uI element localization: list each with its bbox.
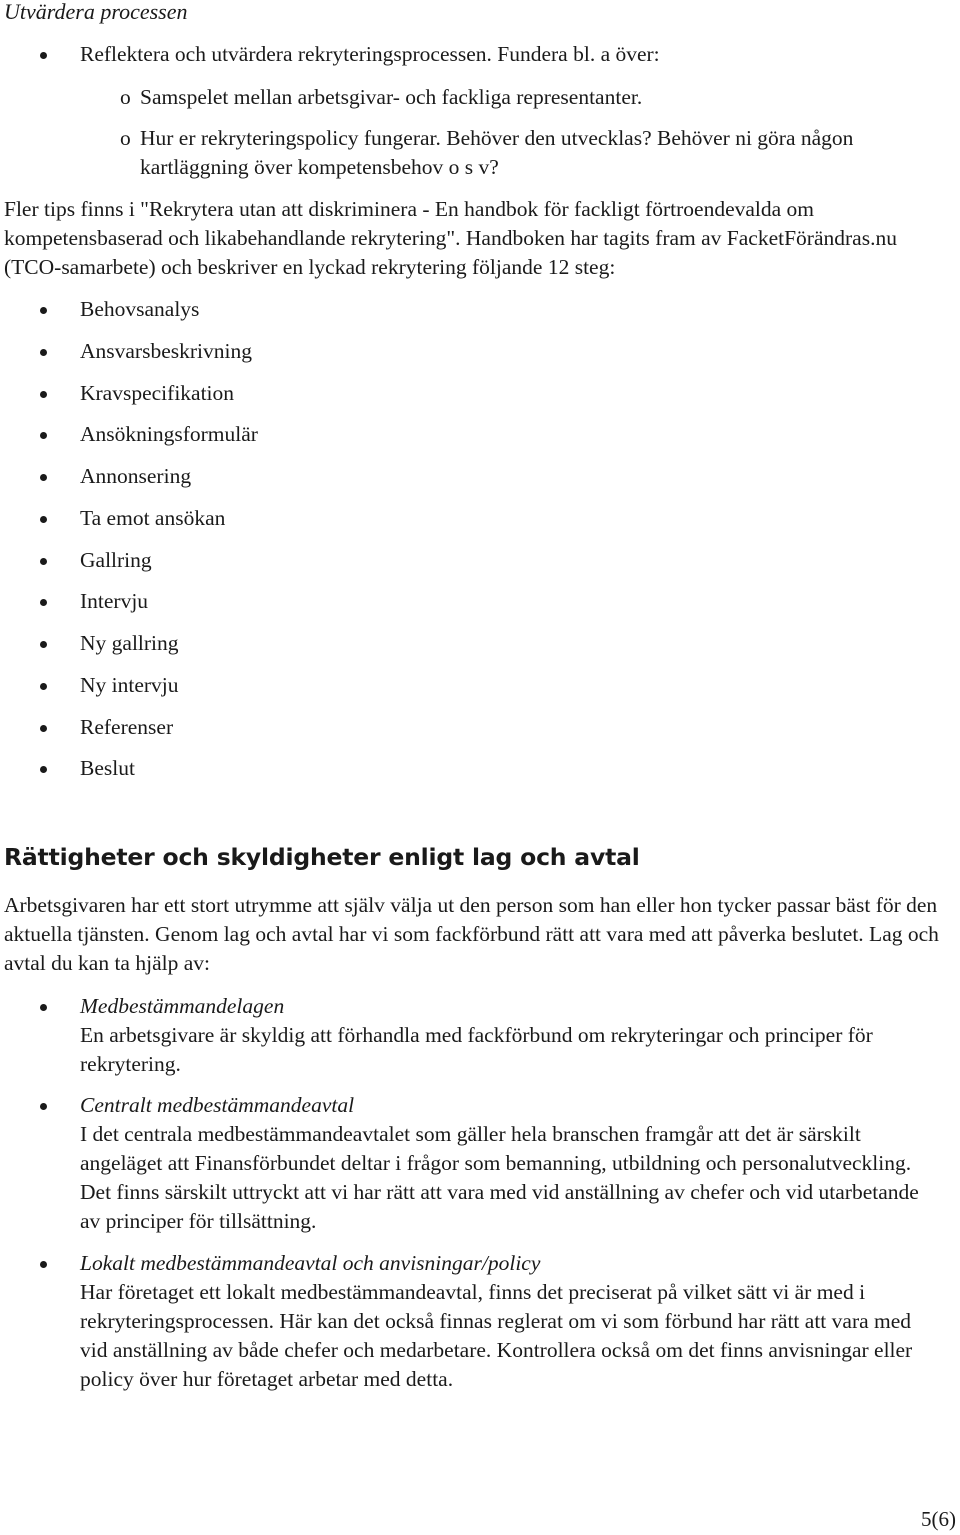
tips-paragraph: Fler tips finns i "Rekrytera utan att diskriminera - En handbok för fackligt förtroendevalda om kompetensbaserad och likabehandlande rekrytering". Handboken har tagits fram av FacketFörändras.nu (TCO-samarbete) och beskriver en lyckad rekrytering följande 12 steg:	[4, 197, 897, 279]
list-item-text: Ansökningsformulär	[80, 422, 258, 446]
list-item-text: Gallring	[80, 548, 152, 572]
list-item-text: Beslut	[80, 756, 135, 780]
sub-list-item-text: Samspelet mellan arbetsgivar- och fackliga representanter.	[140, 85, 643, 109]
bullet-icon	[40, 391, 47, 398]
bullet-icon	[40, 1261, 47, 1268]
list-item-text: Kravspecifikation	[80, 381, 235, 405]
list-item-text: Ny intervju	[80, 673, 179, 697]
rights-item-title: Centralt medbestämmandeavtal	[80, 1093, 355, 1117]
bullet-icon	[40, 766, 47, 773]
rights-item-title: Medbestämmandelagen	[80, 994, 285, 1018]
bullet-icon	[40, 349, 47, 356]
bullet-icon	[40, 516, 47, 523]
list-item-text: Ny gallring	[80, 631, 179, 655]
bullet-icon	[40, 307, 47, 314]
rights-item-text: Har företaget ett lokalt medbestämmandeavtal, finns det preciserat på vilket sätt vi är med i rekryteringsprocessen. Här kan det också finnas reglerat om vi som förbund har rätt att vara med vid anställning av både chefer och medarbetare. Kontrollera också om det finns anvisningar eller policy över hur företaget arbetar med detta.	[80, 1280, 913, 1391]
list-item-text: Behovsanalys	[80, 297, 200, 321]
bullet-icon	[40, 52, 47, 59]
bullet-icon	[40, 641, 47, 648]
list-item-text: Referenser	[80, 715, 174, 739]
bullet-icon	[40, 683, 47, 690]
rights-item-title: Lokalt medbestämmandeavtal och anvisningar/policy	[80, 1251, 541, 1275]
bullet-icon	[40, 474, 47, 481]
rights-item-text: I det centrala medbestämmandeavtalet som gäller hela branschen framgår att det är särskilt angeläget att Finansförbundet deltar i frågor som bemanning, utbildning och personalutveckling. Det finns särskilt uttryckt att vi har rätt att vara med vid anställning av chefer och vid utarbetande av principer för tillsättning.	[80, 1122, 919, 1233]
section-title-evaluate: Utvärdera processen	[4, 0, 188, 24]
bullet-icon	[40, 558, 47, 565]
section-heading-rights: Rättigheter och skyldigheter enligt lag och avtal	[4, 843, 640, 871]
rights-item-text: En arbetsgivare är skyldig att förhandla med fackförbund om rekryteringar och principer för rekrytering.	[80, 1023, 873, 1076]
list-item-text: Ansvarsbeskrivning	[80, 339, 252, 363]
bullet-icon	[40, 1103, 47, 1110]
sub-bullet-marker: o	[120, 85, 131, 109]
sub-bullet-marker: o	[120, 126, 131, 150]
list-item-text: Annonsering	[80, 464, 192, 488]
list-item-text: Reflektera och utvärdera rekryteringsprocessen. Fundera bl. a över:	[80, 42, 660, 66]
page-number: 5(6)	[921, 1507, 956, 1531]
list-item-text: Intervju	[80, 589, 149, 613]
list-item-text: Ta emot ansökan	[80, 506, 226, 530]
rights-intro-paragraph: Arbetsgivaren har ett stort utrymme att själv välja ut den person som han eller hon tycker passar bäst för den aktuella tjänsten. Genom lag och avtal har vi som fackförbund rätt att vara med att påverka beslutet. Lag och avtal du kan ta hjälp av:	[4, 893, 939, 975]
bullet-icon	[40, 432, 47, 439]
bullet-icon	[40, 1004, 47, 1011]
bullet-icon	[40, 599, 47, 606]
bullet-icon	[40, 725, 47, 732]
sub-list-item-text: Hur er rekryteringspolicy fungerar. Behöver den utvecklas? Behöver ni göra någon kartläggning över kompetensbehov o s v?	[140, 126, 854, 179]
